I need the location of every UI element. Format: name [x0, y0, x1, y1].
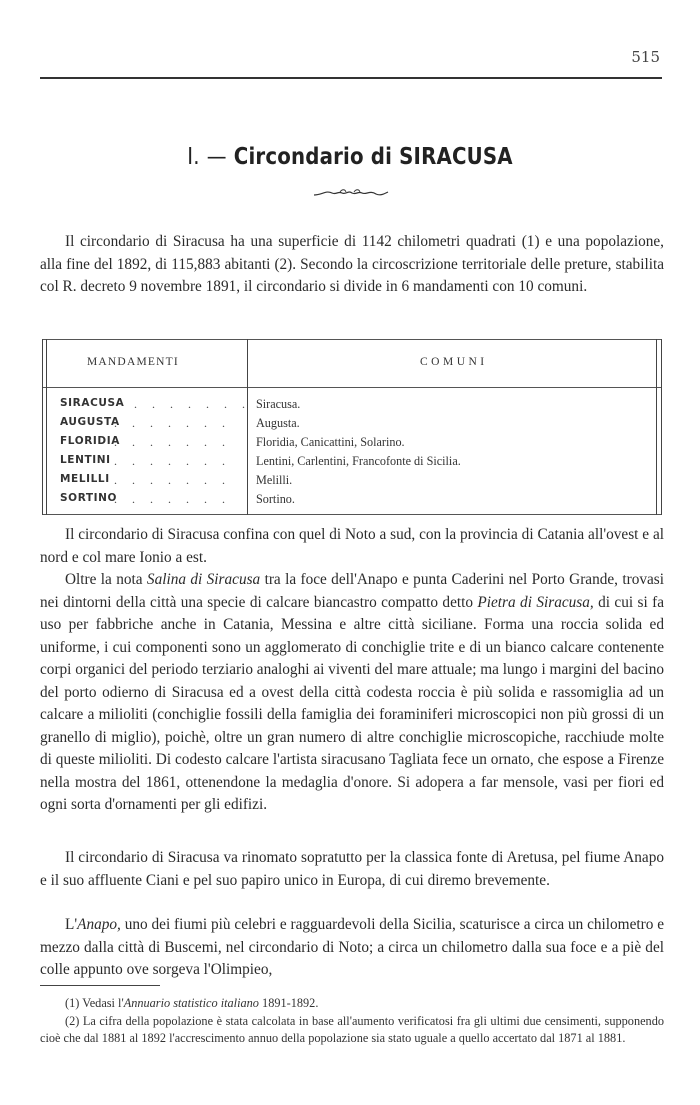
header-rule — [40, 77, 662, 79]
footnote-rule — [40, 985, 160, 986]
intro-paragraph: Il circondario di Siracusa ha una superficie di 1142 chilometri quadrati (1) e una popolazione, alla fine del 1892, di 115,883 abitanti (2). Secondo la circoscrizione territoriale delle preture, stabilita col R. decreto 9 novembre 1891, il circondario si divide in 6 mandamenti con 10 comuni. — [40, 233, 664, 295]
leader-dots: . . . . . . . — [134, 397, 251, 411]
mandamento-name: FLORIDIA — [60, 435, 120, 447]
body-paragraph-2 — [40, 569, 664, 817]
table-bottom-rule — [42, 514, 662, 515]
body-paragraph-1: Il circondario di Siracusa confina con quel di Noto a sud, con la provincia di Catania all'ovest e al nord e col mare Ionio a est. — [40, 526, 664, 566]
body-paragraph-4 — [40, 914, 664, 982]
p2-text-c: tra la foce dell'Anapo e punta Caderini nel Porto Grande, trovasi nei dintorni della città una specie di calcare biancastro compatto detto — [40, 571, 665, 611]
fn1-text-a: (1) Vedasi l' — [65, 996, 124, 1010]
comuni-list: Siracusa. — [256, 397, 301, 411]
body-paragraph-3: Il circondario di Siracusa va rinomato sopratutto per la classica fonte di Aretusa, pel fiume Anapo e il suo affluente Ciani e pel suo papiro unico in Europa, di cui diremo brevemente. — [40, 849, 664, 889]
table-row — [42, 416, 662, 434]
leader-dots: . . . . . . . — [114, 454, 231, 468]
p2-italic-pietra: Pietra di Siracusa, — [477, 593, 594, 611]
table-top-rule — [42, 339, 662, 340]
table-row — [42, 435, 662, 453]
comuni-list: Lentini, Carlentini, Francofonte di Sicilia. — [256, 454, 461, 468]
p2-italic-salina: Salina di Siracusa — [146, 571, 261, 588]
header-comuni: COMUNI — [420, 356, 488, 368]
table-row — [42, 473, 662, 491]
comuni-list: Sortino. — [256, 492, 295, 506]
mandamento-name: MELILLI — [60, 473, 110, 485]
footnote-2: (2) La cifra della popolazione è stata calcolata in base all'aumento verificatosi fra gli ultimi due censimenti, supponendo cioè che dal 1881 al 1892 l'accrescimento annuo della popolazione sia stato uguale a quello accertato dal 1871 al 1881. — [40, 1014, 664, 1045]
leader-dots: . . . . . . . — [114, 416, 231, 430]
chapter-number: I. — [187, 144, 200, 170]
mandamento-name: SORTINO — [60, 492, 118, 504]
p2-text-a: Oltre la nota — [65, 571, 147, 588]
p2-text-e: di cui si fa uso per fabbriche anche in Catania, Messina e altre città siciliane. Forma una roccia solida ed uniforme, i cui componenti sono un agglomerato di conchiglie trite e di un bianco calcare contenente corpi organici del periodo terziario analoghi ai viventi del mare attuale; ma lungo i margini del bacino del porto odierno di Siracusa ed a ovest della città codesta roccia è più solida e rassomiglia ad un calcare a milioliti (conchiglie fossili della famiglia dei foraminiferi microscopici non più grossi di un granello di miglio), poichè, oltre un gran numero di altre conchiglie microscopiche, racchiude molte di queste milioliti. Di codesto calcare l'artista siracusano Tagliata fece un ornato, che espose a Firenze nella mostra del 1861, ottenendone la medaglia d'onore. Si adopera a far mensole, vasi per fiori ed ogni sorta d'ornamenti per gli edifizi. — [40, 593, 664, 813]
leader-dots: . . . . . . . — [114, 492, 231, 506]
mandamenti-table — [42, 339, 662, 515]
comuni-list: Melilli. — [256, 473, 293, 487]
table-row — [42, 397, 662, 415]
p4-text-c: uno dei fiumi più celebri e ragguardevoli della Sicilia, scaturisce a circa un chilometro e mezzo dalla città di Buscemi, nel circondario di Noto; a circa un chilometro dalla sua foce e a piè del colle appunto ove sorgeva l'Olimpieo, — [40, 916, 664, 978]
mandamento-name: AUGUSTA — [60, 416, 120, 428]
chapter-title — [49, 144, 651, 170]
fn1-italic-annuario: Annuario statistico italiano — [123, 996, 259, 1010]
table-row — [42, 492, 662, 510]
comuni-list: Augusta. — [256, 416, 300, 430]
mandamento-name: SIRACUSA — [60, 397, 125, 409]
p4-italic-anapo: Anapo, — [77, 916, 121, 933]
table-header-rule — [42, 387, 662, 388]
chapter-title-text: Circondario di SIRACUSA — [233, 144, 513, 170]
footnote-1 — [40, 995, 664, 1012]
comuni-list: Floridia, Canicattini, Solarino. — [256, 435, 405, 449]
leader-dots: . . . . . . . — [114, 435, 231, 449]
p4-text-a: L' — [65, 916, 78, 933]
header-mandamenti: MANDAMENTI — [87, 356, 179, 368]
fn1-text-c: 1891-1892. — [258, 996, 319, 1010]
flourish-ornament — [312, 187, 390, 199]
page-number: 515 — [631, 48, 660, 66]
title-dash: — — [206, 144, 227, 170]
leader-dots: . . . . . . . — [114, 473, 231, 487]
mandamento-name: LENTINI — [60, 454, 111, 466]
table-row — [42, 454, 662, 472]
